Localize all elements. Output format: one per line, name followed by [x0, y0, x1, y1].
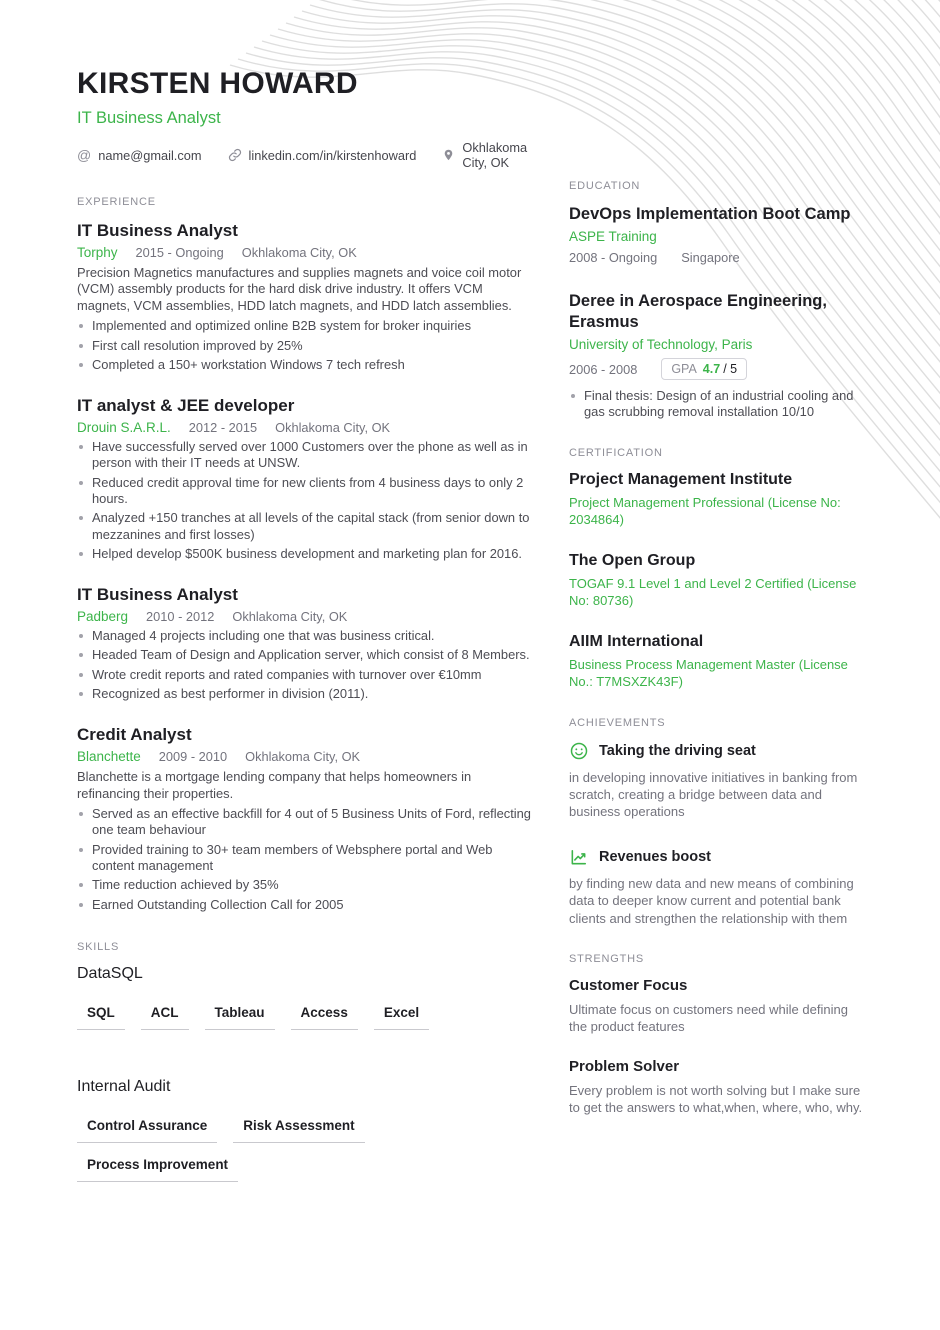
- location-item[interactable]: [442, 140, 537, 170]
- job-company: Drouin S.A.R.L.: [77, 420, 171, 436]
- education-meta: [569, 250, 864, 265]
- job-meta: [77, 749, 537, 764]
- job-bullet: Time reduction achieved by 35%: [77, 877, 537, 893]
- job-company: Padberg: [77, 609, 129, 625]
- strength-item: [569, 1058, 864, 1117]
- person-name: KIRSTEN HOWARD: [77, 67, 358, 100]
- education-section: [569, 180, 864, 421]
- skill-tags: [77, 1118, 537, 1196]
- job-title: Credit Analyst: [77, 725, 192, 745]
- email-text: name@gmail.com: [98, 147, 202, 163]
- education-school-row: [569, 229, 864, 244]
- job-bullet: First call resolution improved by 25%: [77, 338, 537, 354]
- at-icon: @: [77, 147, 92, 163]
- linkedin-text: linkedin.com/in/kirstenhoward: [248, 147, 417, 163]
- certification-label: CERTIFICATION: [569, 446, 663, 459]
- skill-tag: Control Assurance: [77, 1118, 217, 1143]
- skill-group: [77, 965, 537, 1044]
- job-bullet: Recognized as best performer in division (2011).: [77, 686, 537, 702]
- job-bullet: Managed 4 projects including one that was business critical.: [77, 628, 537, 644]
- job-bullet: Have successfully served over 1000 Customers over the phone as well as in person with their IT needs at UNSW.: [77, 439, 537, 472]
- education-degree: Deree in Aerospace Engineering, Erasmus: [569, 292, 827, 331]
- experience-label: EXPERIENCE: [77, 196, 156, 208]
- certification-item: [569, 633, 864, 691]
- achievement-title: Taking the driving seat: [599, 742, 756, 759]
- education-dates: 2008 - Ongoing: [569, 250, 658, 265]
- job-bullet: Provided training to 30+ team members of Websphere portal and Web content management: [77, 842, 537, 875]
- job-meta: [77, 420, 537, 435]
- job-dates: 2015 - Ongoing: [135, 245, 224, 260]
- strength-description: Ultimate focus on customers need while defining the product features: [569, 1002, 848, 1035]
- certification-org: The Open Group: [569, 551, 696, 569]
- education-degree: DevOps Implementation Boot Camp: [569, 205, 851, 223]
- link-icon: [228, 148, 242, 162]
- education-school-row: [569, 337, 864, 352]
- job-bullet: Earned Outstanding Collection Call for 2005: [77, 897, 537, 913]
- email-link[interactable]: [77, 148, 202, 163]
- job-title: IT Business Analyst: [77, 585, 238, 605]
- certification-detail: Project Management Professional (License No: 2034864): [569, 494, 841, 528]
- linkedin-link[interactable]: [228, 148, 417, 163]
- job-bullet: Implemented and optimized online B2B system for broker inquiries: [77, 318, 537, 334]
- job-bullet: Wrote credit reports and rated companies with turnover over €10mm: [77, 667, 537, 683]
- skill-tag: Tableau: [205, 1005, 275, 1030]
- job-company: Blanchette: [77, 749, 141, 765]
- education-bullets: [569, 388, 864, 421]
- contact-row: [77, 140, 537, 170]
- education-dates: 2006 - 2008: [569, 361, 638, 377]
- achievements-section: [569, 717, 864, 927]
- certification-detail: Business Process Management Master (License No.: T7MSXZK43F): [569, 656, 848, 690]
- job-location: Okhlakoma City, OK: [232, 609, 348, 625]
- job-bullet: Headed Team of Design and Application server, which consist of 8 Members.: [77, 647, 537, 663]
- gpa-max: / 5: [723, 362, 738, 376]
- job-bullet: Helped develop $500K business development and marketing plan for 2016.: [77, 546, 537, 562]
- skills-section: [77, 941, 537, 1196]
- job-bullet: Completed a 150+ workstation Windows 7 tech refresh: [77, 357, 537, 373]
- job-description: Blanchette is a mortgage lending company that helps homeowners in refinancing their properties.: [77, 769, 472, 801]
- experience-section: [77, 196, 537, 913]
- skill-group-name: DataSQL: [77, 964, 143, 982]
- job-description: Precision Magnetics manufactures and supplies magnets and voice coil motor (VCM) assembly products for the hard disk drive industry. It offers VCM magnets, VCM assemblies, HDD latch magnets, and HDD latch assemblies.: [77, 265, 522, 313]
- job-location: Okhlakoma City, OK: [241, 245, 357, 260]
- skill-tag: SQL: [77, 1005, 125, 1030]
- job-location: Okhlakoma City, OK: [275, 420, 391, 436]
- education-item: [569, 291, 864, 421]
- education-label: EDUCATION: [569, 180, 641, 192]
- experience-item: [77, 584, 537, 702]
- experience-item: [77, 724, 537, 913]
- job-dates: 2009 - 2010: [158, 749, 228, 765]
- left-column: [77, 66, 537, 1230]
- job-dates: 2012 - 2015: [188, 420, 258, 436]
- strengths-section: [569, 953, 864, 1117]
- skill-group-name: Internal Audit: [77, 1077, 171, 1095]
- experience-item: [77, 395, 537, 562]
- strengths-label: STRENGTHS: [569, 953, 645, 966]
- job-bullets: [77, 318, 537, 373]
- achievement-title: Revenues boost: [599, 848, 711, 865]
- education-school: University of Technology, Paris: [569, 337, 753, 352]
- achievement-item: [569, 847, 864, 927]
- skill-tag: Process Improvement: [77, 1157, 238, 1182]
- job-location: Okhlakoma City, OK: [245, 749, 361, 765]
- achievement-description: by finding new data and new means of combining data to deeper know current and potential bank clients and strengthen the relationship with them: [569, 875, 854, 926]
- job-bullets: [77, 439, 537, 562]
- certification-section: [569, 447, 864, 691]
- achievement-head: [569, 741, 864, 761]
- education-location: Singapore: [681, 250, 740, 265]
- experience-item: [77, 220, 537, 373]
- job-meta: [77, 245, 537, 260]
- job-company: Torphy: [77, 245, 118, 260]
- achievement-head: [569, 847, 864, 867]
- education-bullet: Final thesis: Design of an industrial cooling and gas scrubbing removal installation 10/10: [569, 388, 864, 421]
- location-pin-icon: [442, 148, 455, 162]
- gpa-badge: [661, 358, 747, 380]
- right-column: [569, 180, 864, 1139]
- skill-tag: Excel: [374, 1005, 429, 1030]
- trend-up-icon: [569, 847, 589, 867]
- job-bullet: Reduced credit approval time for new clients from 4 business days to only 2 hours.: [77, 475, 537, 508]
- job-bullet: Served as an effective backfill for 4 out of 5 Business Units of Ford, reflecting one team behaviour: [77, 806, 537, 839]
- achievements-label: ACHIEVEMENTS: [569, 716, 666, 729]
- job-meta: [77, 609, 537, 624]
- strength-title: Customer Focus: [569, 977, 688, 995]
- strength-description: Every problem is not worth solving but I make sure to get the answers to what,when, where, who, why.: [569, 1082, 863, 1116]
- header: [77, 66, 537, 170]
- job-bullets: [77, 628, 537, 702]
- skill-tag: ACL: [141, 1005, 189, 1030]
- certification-detail: TOGAF 9.1 Level 1 and Level 2 Certified (License No: 80736): [569, 575, 857, 609]
- education-meta: [569, 358, 864, 380]
- job-title: IT analyst & JEE developer: [77, 396, 295, 416]
- gpa-value: 4.7: [702, 362, 721, 376]
- achievement-item: [569, 741, 864, 821]
- location-text: Okhlakoma City, OK: [462, 140, 528, 170]
- job-bullet: Analyzed +150 tranches at all levels of the capital stack (from senior down to mezzanines and first losses): [77, 510, 537, 543]
- person-job-title: IT Business Analyst: [77, 109, 221, 127]
- job-bullets: [77, 806, 537, 913]
- education-school: ASPE Training: [569, 229, 657, 244]
- skill-tag: Access: [291, 1005, 358, 1030]
- strength-item: [569, 977, 864, 1036]
- skill-group: [77, 1078, 537, 1196]
- skills-label: SKILLS: [77, 940, 120, 953]
- certification-item: [569, 471, 864, 529]
- job-dates: 2010 - 2012: [146, 609, 215, 625]
- certification-org: AIIM International: [569, 632, 704, 650]
- smiley-icon: [569, 741, 589, 761]
- education-item: [569, 204, 864, 265]
- certification-org: Project Management Institute: [569, 470, 793, 488]
- job-title: IT Business Analyst: [77, 221, 238, 240]
- strength-title: Problem Solver: [569, 1057, 680, 1075]
- certification-item: [569, 552, 864, 610]
- achievement-description: in developing innovative initiatives in banking from scratch, creating a bridge between data and business operations: [569, 769, 858, 820]
- skill-tag: Risk Assessment: [233, 1118, 364, 1143]
- gpa-label: GPA: [671, 362, 697, 376]
- skill-tags: [77, 1005, 537, 1044]
